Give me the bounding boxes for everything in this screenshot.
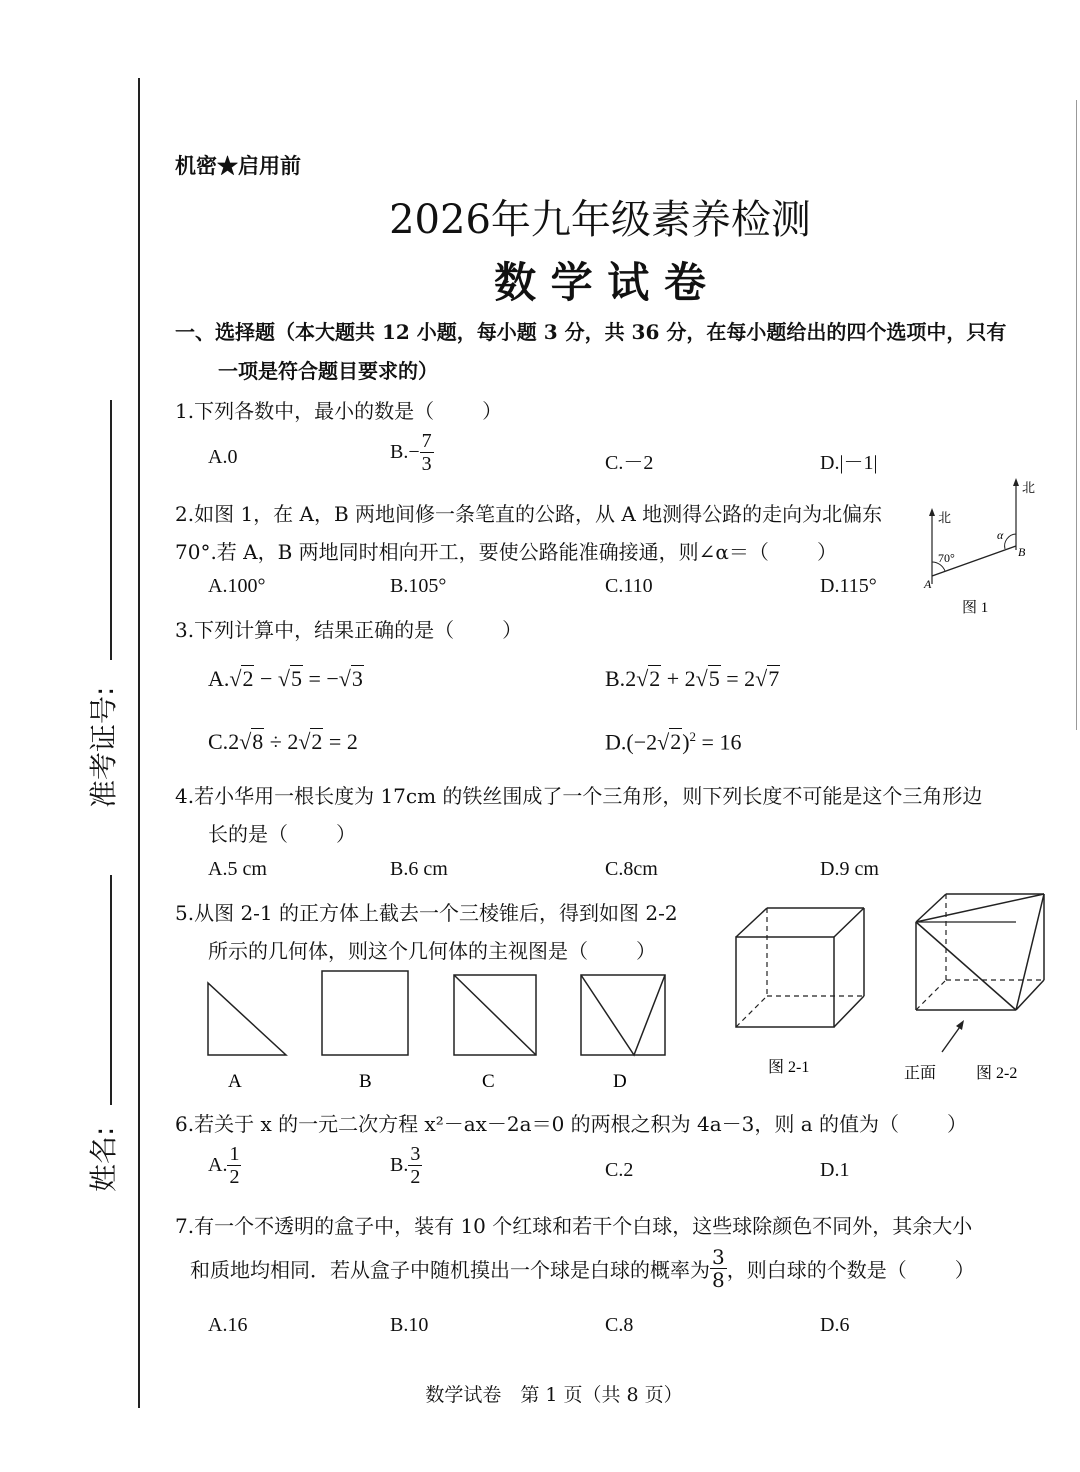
page-footer: 数学试卷 第 1 页（共 8 页） <box>425 1384 683 1406</box>
cube-front-face <box>736 937 834 1027</box>
q5-option-b-label: B <box>359 1071 372 1092</box>
q5-option-figures <box>200 965 680 1095</box>
angle-label-70: 70° <box>938 551 955 565</box>
q2-option-a: A.100° <box>208 575 266 597</box>
front-view-arrowhead <box>956 1020 964 1030</box>
q1-option-c: C.－2 <box>605 452 654 474</box>
q3-option-a: A.√2 − √5 = −√3 <box>208 666 363 691</box>
q2-option-d: D.115° <box>820 575 877 597</box>
figure-1-caption: 图 1 <box>962 600 989 616</box>
q5-option-c-diagonal <box>454 975 536 1055</box>
q1-option-a: A.0 <box>208 446 238 468</box>
q5-option-a-triangle <box>208 983 286 1055</box>
q5-option-d-lines <box>581 975 665 1055</box>
q4-option-b: B.6 cm <box>390 858 448 880</box>
q6-option-c: C.2 <box>605 1159 634 1181</box>
front-view-label: 正面 <box>904 1065 937 1082</box>
solid-top-left <box>916 894 946 922</box>
north-arrowhead-a <box>929 508 935 516</box>
q5-stem-line1: 5.从图 2-1 的正方体上截去一个三棱锥后，得到如图 2-2 <box>175 901 678 925</box>
page-subtitle: 数 学 试 卷 <box>494 258 706 307</box>
q3-stem: 3.下列计算中，结果正确的是（ ） <box>175 618 523 642</box>
q7-option-c: C.8 <box>605 1314 634 1336</box>
q1-option-b: B.− $\frac{7}{3}$ <box>390 430 432 475</box>
q2-stem-line1: 2.如图 1，在 A，B 两地间修一条笔直的公路，从 A 地测得公路的走向为北偏东 <box>175 502 883 526</box>
figure-1-diagram <box>918 472 1048 622</box>
q2-option-b: B.105° <box>390 575 447 597</box>
north-label-right: 北 <box>1022 480 1036 495</box>
q6-option-a: A. $\frac{1}{2}$ <box>208 1143 240 1188</box>
section-heading-cont: 一项是符合题目要求的） <box>218 359 438 383</box>
q5-option-a-label: A <box>228 1071 242 1092</box>
solid-cut-edge <box>1016 894 1044 1010</box>
q4-option-d: D.9 cm <box>820 858 879 880</box>
solid-hidden-left <box>916 980 946 1010</box>
figure-2-2-solid <box>900 886 1060 1086</box>
q6-stem: 6.若关于 x 的一元二次方程 x²－ax－2a＝0 的两根之积为 4a－3，则 a 的值为（ ） <box>175 1112 968 1136</box>
q2-option-c: C.110 <box>605 575 653 597</box>
section-heading: 一、选择题（本大题共 12 小题，每小题 3 分，共 36 分，在每小题给出的四个选项中，只有 <box>175 320 1007 344</box>
cube-top-right <box>834 908 864 937</box>
q5-option-d-label: D <box>613 1071 627 1092</box>
q6-option-b: B. $\frac{3}{2}$ <box>390 1143 421 1188</box>
q6-option-d: D.1 <box>820 1159 850 1181</box>
q4-option-a: A.5 cm <box>208 858 267 880</box>
point-b-label: B <box>1018 545 1026 559</box>
q4-stem-line1: 4.若小华用一根长度为 17cm 的铁丝围成了一个三角形，则下列长度不可能是这个三角形边 <box>175 784 983 808</box>
q7-option-d: D.6 <box>820 1314 850 1336</box>
q4-stem-line2: 长的是（ ） <box>208 822 356 846</box>
q2-stem-line2: 70°.若 A，B 两地同时相向开工，要使公路能准确接通，则∠α＝（ ） <box>175 540 837 564</box>
q7-option-a: A.16 <box>208 1314 248 1336</box>
q5-stem-line2: 所示的几何体，则这个几何体的主视图是（ ） <box>208 939 656 963</box>
name-label: 姓名: <box>87 1126 120 1192</box>
q7-stem-line1: 7.有一个不透明的盒子中，装有 10 个红球和若干个白球，这些球除颜色不同外，其余大小 <box>175 1214 973 1238</box>
point-a-label: A <box>924 577 932 591</box>
page-title: 2026年九年级素养检测 <box>389 197 811 243</box>
cube-top-left <box>736 908 767 937</box>
north-label-left: 北 <box>938 510 952 525</box>
name-underline <box>110 875 112 1105</box>
q4-option-c: C.8cm <box>605 858 658 880</box>
angle-label-alpha: α <box>997 528 1004 542</box>
q3-option-d: $D.(-2√2)^2 = 16$ <box>605 729 742 755</box>
solid-cut-diagonal <box>916 922 1016 1010</box>
q3-option-b: B.2√2 + 2√5 = 2√7 <box>605 666 780 691</box>
solid-cut-top <box>916 894 1044 922</box>
q5-option-c-label: C <box>482 1071 495 1092</box>
q5-option-d-square <box>581 975 665 1055</box>
exam-id-underline <box>110 400 112 660</box>
cube-bottom-right <box>834 996 864 1027</box>
q1-stem: 1.下列各数中，最小的数是（ ） <box>175 399 503 423</box>
q7-option-b: B.10 <box>390 1314 429 1336</box>
q7-stem-line2: 和质地均相同．若从盒子中随机摸出一个球是白球的概率为 $\frac{3}{8}$ ，则白球的个数是（ ） <box>190 1245 975 1292</box>
q5-option-b-square <box>322 971 408 1055</box>
figure-2-2-caption: 图 2-2 <box>976 1065 1018 1082</box>
q3-option-c: C.2√8 ÷ 2√2 = 2 <box>208 729 358 754</box>
exam-id-label: 准考证号: <box>87 686 120 808</box>
cube-hidden-left <box>736 996 767 1027</box>
figure-2-1-cube <box>728 900 878 1080</box>
front-view-arrow <box>942 1024 962 1052</box>
figure-2-1-caption: 图 2-1 <box>768 1059 810 1076</box>
confidential-mark: 机密★启用前 <box>175 153 301 178</box>
north-arrowhead-b <box>1013 478 1019 486</box>
q1-option-d: D.|－1| <box>820 452 878 474</box>
